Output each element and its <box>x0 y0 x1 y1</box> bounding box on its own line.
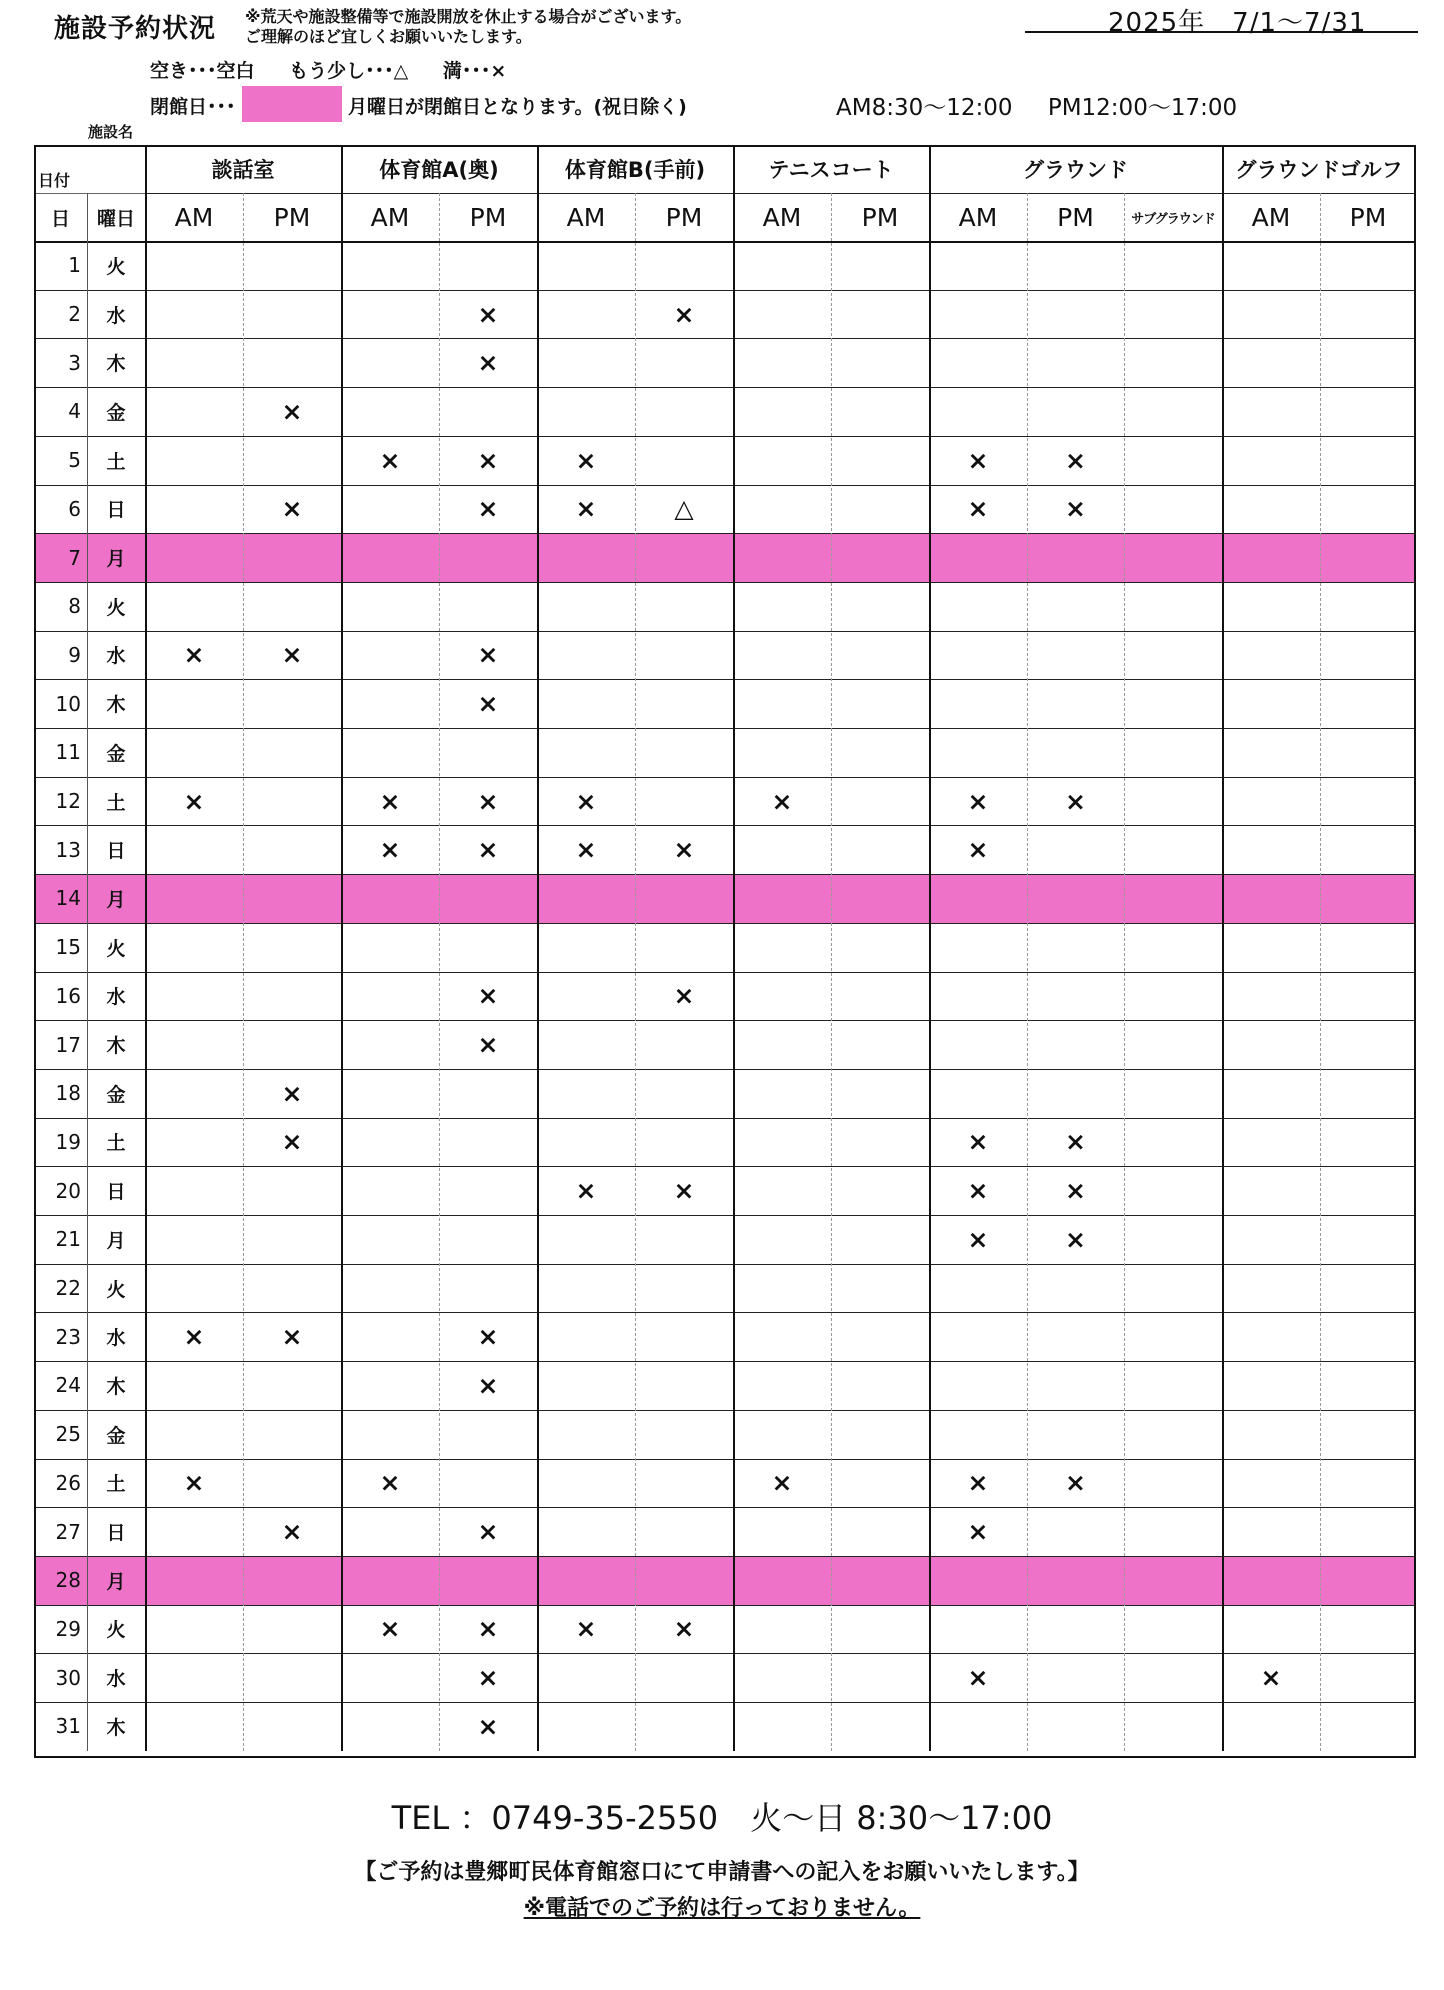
reservation-mark: × <box>379 835 401 865</box>
day-number: 19 <box>55 1129 81 1154</box>
weekday: 土 <box>106 450 126 473</box>
slot-header: AM <box>566 202 606 232</box>
slot-header: AM <box>174 202 214 232</box>
day-number: 13 <box>55 837 81 862</box>
legend <box>150 56 534 83</box>
slot-header: AM <box>762 202 802 232</box>
reservation-mark: × <box>575 445 597 475</box>
corner-date-label: 日付 <box>38 170 71 190</box>
day-number: 20 <box>55 1178 81 1203</box>
weekday: 火 <box>106 255 126 278</box>
weekday: 日 <box>106 1181 126 1204</box>
slot-header: PM <box>469 202 507 232</box>
reservation-mark: × <box>967 445 989 475</box>
day-number: 17 <box>55 1032 81 1057</box>
weekday: 水 <box>106 1327 126 1350</box>
weekday: 月 <box>106 888 126 911</box>
reservation-mark: × <box>183 786 205 816</box>
reservation-mark: × <box>183 1322 205 1352</box>
weekday: 土 <box>106 1132 126 1155</box>
reservation-mark: × <box>673 1176 695 1206</box>
weekday: 水 <box>106 304 126 327</box>
reservation-mark: × <box>477 348 499 378</box>
slot-header: PM <box>1349 202 1387 232</box>
reservation-table <box>34 145 1416 1758</box>
day-number: 7 <box>68 545 81 570</box>
reservation-mark: × <box>575 835 597 865</box>
weekday: 木 <box>106 353 126 376</box>
reservation-mark: × <box>967 1127 989 1157</box>
reservation-mark: × <box>1065 1176 1086 1206</box>
reservation-mark: × <box>967 786 989 816</box>
period-label: 2025年 7/1～7/31 <box>1108 8 1367 38</box>
facility-header: グラウンドゴルフ <box>1235 158 1403 182</box>
pm-hours: PM12:00～17:00 <box>1047 95 1238 121</box>
reservation-mark: × <box>477 1370 499 1400</box>
reservation-mark: × <box>281 494 303 524</box>
period-underline <box>1025 31 1418 33</box>
reservation-mark: × <box>967 1176 989 1206</box>
day-number: 28 <box>55 1568 81 1593</box>
day-number: 14 <box>55 886 81 911</box>
reservation-mark: × <box>1260 1663 1282 1693</box>
weekday: 月 <box>106 1229 126 1252</box>
day-number: 12 <box>55 789 81 814</box>
reservation-mark: × <box>379 1614 401 1644</box>
day-number: 24 <box>55 1373 81 1398</box>
reservation-mark: × <box>281 396 303 426</box>
reservation-mark: × <box>967 1517 989 1547</box>
slot-header: PM <box>273 202 311 232</box>
day-number: 2 <box>68 302 81 327</box>
reservation-mark: × <box>575 1176 597 1206</box>
reservation-mark: × <box>477 689 499 719</box>
corner-facility-label: 施設名 <box>88 123 134 141</box>
reservation-mark: × <box>477 1614 499 1644</box>
reservation-mark: × <box>477 1517 499 1547</box>
facility-header: 体育館B(手前) <box>564 158 706 182</box>
reservation-mark: × <box>379 786 401 816</box>
day-number: 16 <box>55 983 81 1008</box>
reservation-mark: × <box>477 1322 499 1352</box>
day-number: 5 <box>68 448 81 473</box>
day-number: 22 <box>55 1276 81 1301</box>
reservation-mark: × <box>967 1468 989 1498</box>
day-column-header: 日 <box>50 207 70 230</box>
day-number: 29 <box>55 1616 81 1641</box>
slot-header: PM <box>861 202 899 232</box>
day-number: 27 <box>55 1519 81 1544</box>
day-number: 30 <box>55 1665 81 1690</box>
reservation-mark: × <box>477 981 499 1011</box>
weekday: 土 <box>106 1473 126 1496</box>
reservation-mark: × <box>281 1322 303 1352</box>
reservation-mark: × <box>967 835 989 865</box>
day-number: 3 <box>68 350 81 375</box>
facility-header: 談話室 <box>211 158 275 182</box>
reservation-mark: × <box>281 1078 303 1108</box>
day-number: 18 <box>55 1081 81 1106</box>
reservation-mark: × <box>477 1030 499 1060</box>
day-number: 6 <box>68 496 81 521</box>
slot-header: PM <box>665 202 703 232</box>
reservation-mark: × <box>183 1468 205 1498</box>
reservation-mark: × <box>477 786 499 816</box>
reservation-mark: × <box>673 299 695 329</box>
day-number: 23 <box>55 1324 81 1349</box>
legend-few-left: もう少し･･･△ <box>289 60 409 82</box>
reservation-mark: × <box>771 1468 793 1498</box>
day-number: 26 <box>55 1470 81 1495</box>
reservation-mark: × <box>477 494 499 524</box>
day-number: 25 <box>55 1422 81 1447</box>
closed-color-swatch <box>242 86 342 122</box>
weekday: 水 <box>106 986 126 1009</box>
reservation-mark: × <box>1065 786 1086 816</box>
weekday: 火 <box>106 1619 126 1642</box>
day-number: 8 <box>68 594 81 619</box>
day-number: 21 <box>55 1227 81 1252</box>
legend-closed-note: 月曜日が閉館日となります。(祝日除く) <box>348 96 687 118</box>
day-number: 11 <box>55 740 81 765</box>
reservation-mark: × <box>1065 1127 1086 1157</box>
weekday: 月 <box>106 548 126 571</box>
weekday: 木 <box>106 694 126 717</box>
phone-info: TEL ：0749-35-2550 火～日 8:30～17:00 <box>391 1799 1053 1837</box>
facility-header: グラウンド <box>1023 158 1128 182</box>
day-number: 4 <box>68 399 81 424</box>
reservation-mark: △ <box>674 494 694 524</box>
notice-line-1: ※荒天や施設整備等で施設開放を休止する場合がございます。 <box>245 7 692 26</box>
weekday: 火 <box>106 937 126 960</box>
facility-header: テニスコート <box>768 158 894 182</box>
weekday: 日 <box>106 1522 126 1545</box>
reservation-mark: × <box>575 494 597 524</box>
weekday: 水 <box>106 1668 126 1691</box>
reservation-mark: × <box>379 1468 401 1498</box>
table-border <box>34 145 1416 1758</box>
weekday: 金 <box>106 742 126 765</box>
reservation-mark: × <box>1065 494 1086 524</box>
reservation-mark: × <box>673 1614 695 1644</box>
weekday: 木 <box>106 1375 126 1398</box>
reservation-mark: × <box>575 786 597 816</box>
booking-instructions: 【ご予約は豊郷町民体育館窓口にて申請書への記入をお願いいたします。】 <box>354 1860 1090 1885</box>
reservation-mark: × <box>1065 1468 1086 1498</box>
weekday: 月 <box>106 1570 126 1593</box>
day-number: 1 <box>68 253 81 278</box>
slot-header: AM <box>1251 202 1291 232</box>
reservation-mark: × <box>183 640 205 670</box>
no-phone-booking-note: ※電話でのご予約は行っておりません。 <box>523 1896 921 1921</box>
weekday: 日 <box>106 840 126 863</box>
weekday: 金 <box>106 1083 126 1106</box>
reservation-mark: × <box>477 445 499 475</box>
slot-header: サブグラウンド <box>1131 211 1215 227</box>
facility-header: 体育館A(奥) <box>379 158 499 182</box>
reservation-mark: × <box>673 835 695 865</box>
legend-closed-label: 閉館日･･･ <box>150 96 236 118</box>
reservation-mark: × <box>967 1224 989 1254</box>
reservation-mark: × <box>967 494 989 524</box>
weekday: 日 <box>106 499 126 522</box>
weekday: 火 <box>106 596 126 619</box>
weekday: 火 <box>106 1278 126 1301</box>
opening-hours <box>836 89 1265 122</box>
reservation-mark: × <box>673 981 695 1011</box>
legend-full: 満･･･× <box>442 60 507 82</box>
slot-header: PM <box>1057 202 1094 232</box>
day-number: 10 <box>55 691 81 716</box>
reservation-mark: × <box>1065 1224 1086 1254</box>
slot-header: AM <box>370 202 410 232</box>
reservation-mark: × <box>281 1517 303 1547</box>
reservation-mark: × <box>1065 445 1086 475</box>
weekday: 木 <box>106 1035 126 1058</box>
weekday: 土 <box>106 791 126 814</box>
weekday: 水 <box>106 645 126 668</box>
reservation-mark: × <box>281 640 303 670</box>
reservation-mark: × <box>477 835 499 865</box>
reservation-mark: × <box>477 640 499 670</box>
reservation-mark: × <box>477 1711 499 1741</box>
reservation-mark: × <box>477 1663 499 1693</box>
day-number: 31 <box>55 1714 81 1739</box>
reservation-mark: × <box>477 299 499 329</box>
weekday-column-header: 曜日 <box>96 207 135 230</box>
reservation-mark: × <box>771 786 793 816</box>
weekday: 木 <box>106 1716 126 1739</box>
reservation-mark: × <box>575 1614 597 1644</box>
slot-header: AM <box>958 202 998 232</box>
weekday: 金 <box>106 401 126 424</box>
notice-line-2: ご理解のほど宜しくお願いいたします。 <box>245 27 532 46</box>
day-number: 15 <box>55 935 81 960</box>
reservation-mark: × <box>967 1663 989 1693</box>
reservation-mark: × <box>379 445 401 475</box>
reservation-mark: × <box>281 1127 303 1157</box>
page-title: 施設予約状況 <box>54 14 217 44</box>
weekday: 金 <box>106 1424 126 1447</box>
day-number: 9 <box>68 642 81 667</box>
am-hours: AM8:30～12:00 <box>836 95 1013 121</box>
legend-available: 空き･･･空白 <box>150 60 255 82</box>
